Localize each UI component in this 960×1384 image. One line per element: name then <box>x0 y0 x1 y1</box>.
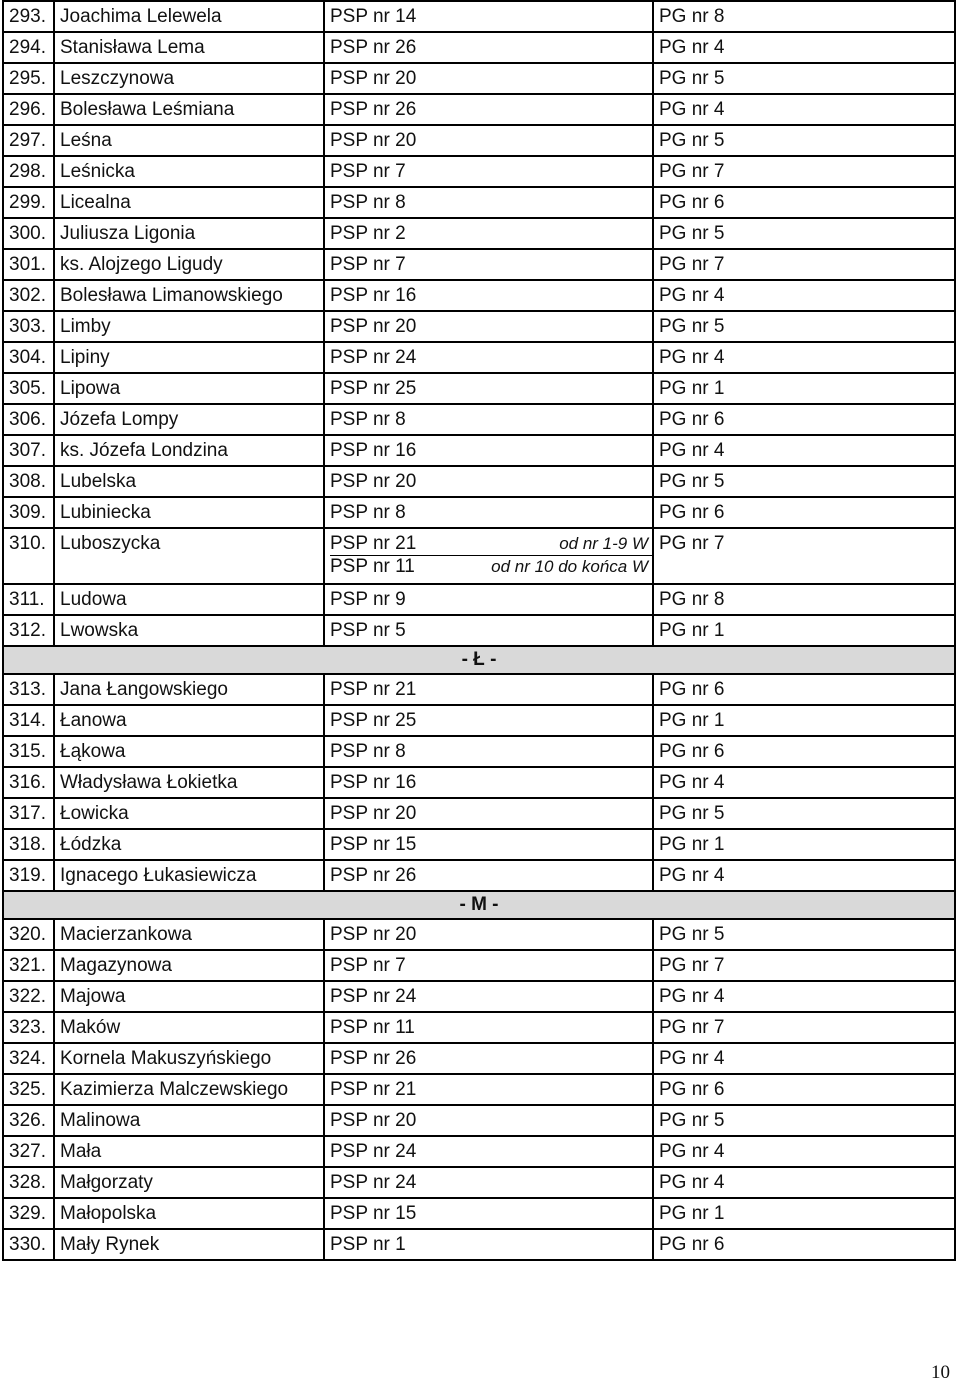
street-name: ks. Józefa Londzina <box>54 435 324 466</box>
street-name: Łowicka <box>54 798 324 829</box>
table-row <box>3 63 955 94</box>
table-row <box>3 1 955 32</box>
street-name: Leśna <box>54 125 324 156</box>
row-number: 301. <box>3 249 54 280</box>
row-number: 310. <box>3 528 54 584</box>
primary-school: PSP nr 24 <box>324 1136 653 1167</box>
street-name: Lwowska <box>54 615 324 646</box>
primary-school: PSP nr 2 <box>324 218 653 249</box>
table-row <box>3 1136 955 1167</box>
street-name: Majowa <box>54 981 324 1012</box>
middle-school: PG nr 8 <box>653 1 955 32</box>
middle-school: PG nr 4 <box>653 280 955 311</box>
row-number: 298. <box>3 156 54 187</box>
middle-school: PG nr 5 <box>653 1105 955 1136</box>
row-number: 323. <box>3 1012 54 1043</box>
row-number: 330. <box>3 1229 54 1260</box>
table-row <box>3 1105 955 1136</box>
table-row <box>3 187 955 218</box>
primary-school: PSP nr 7 <box>324 950 653 981</box>
primary-school: PSP nr 14 <box>324 1 653 32</box>
section-header-row <box>3 646 955 674</box>
row-number: 326. <box>3 1105 54 1136</box>
primary-school: PSP nr 20 <box>324 1105 653 1136</box>
primary-school: PSP nr 8 <box>324 187 653 218</box>
street-name: Józefa Lompy <box>54 404 324 435</box>
row-number: 328. <box>3 1167 54 1198</box>
table-row <box>3 829 955 860</box>
primary-school: PSP nr 25 <box>324 373 653 404</box>
street-name: Juliusza Ligonia <box>54 218 324 249</box>
table-row <box>3 705 955 736</box>
street-name: Malinowa <box>54 1105 324 1136</box>
table-row <box>3 311 955 342</box>
street-name: Mały Rynek <box>54 1229 324 1260</box>
row-number: 318. <box>3 829 54 860</box>
middle-school: PG nr 1 <box>653 1198 955 1229</box>
table-row <box>3 249 955 280</box>
row-number: 303. <box>3 311 54 342</box>
street-name: Kornela Makuszyńskiego <box>54 1043 324 1074</box>
primary-school: PSP nr 24 <box>324 1167 653 1198</box>
street-name: Macierzankowa <box>54 919 324 950</box>
middle-school: PG nr 4 <box>653 767 955 798</box>
middle-school: PG nr 4 <box>653 1167 955 1198</box>
street-name: Małgorzaty <box>54 1167 324 1198</box>
table-row <box>3 981 955 1012</box>
table-row <box>3 1198 955 1229</box>
primary-school: PSP nr 20 <box>324 63 653 94</box>
primary-school: PSP nr 26 <box>324 94 653 125</box>
section-letter: - Ł - <box>3 646 955 674</box>
row-number: 314. <box>3 705 54 736</box>
table-row <box>3 1012 955 1043</box>
street-name: Kazimierza Malczewskiego <box>54 1074 324 1105</box>
row-number: 322. <box>3 981 54 1012</box>
table-row <box>3 528 955 584</box>
row-number: 324. <box>3 1043 54 1074</box>
middle-school: PG nr 5 <box>653 311 955 342</box>
street-name: Leszczynowa <box>54 63 324 94</box>
row-number: 307. <box>3 435 54 466</box>
row-number: 299. <box>3 187 54 218</box>
primary-school: PSP nr 21 <box>324 1074 653 1105</box>
middle-school: PG nr 1 <box>653 615 955 646</box>
row-number: 302. <box>3 280 54 311</box>
primary-school: PSP nr 21 <box>324 674 653 705</box>
street-name: Mała <box>54 1136 324 1167</box>
middle-school: PG nr 5 <box>653 919 955 950</box>
primary-school: PSP nr 8 <box>324 497 653 528</box>
street-name: ks. Alojzego Ligudy <box>54 249 324 280</box>
table-row <box>3 156 955 187</box>
primary-school: PSP nr 7 <box>324 249 653 280</box>
middle-school: PG nr 5 <box>653 125 955 156</box>
street-name: Bolesława Limanowskiego <box>54 280 324 311</box>
middle-school: PG nr 4 <box>653 342 955 373</box>
street-name: Łanowa <box>54 705 324 736</box>
middle-school: PG nr 4 <box>653 981 955 1012</box>
street-name: Lipiny <box>54 342 324 373</box>
row-number: 297. <box>3 125 54 156</box>
middle-school: PG nr 4 <box>653 32 955 63</box>
street-school-table <box>2 0 956 1261</box>
middle-school: PG nr 7 <box>653 156 955 187</box>
street-name: Lubelska <box>54 466 324 497</box>
middle-school: PG nr 5 <box>653 218 955 249</box>
primary-school: PSP nr 20 <box>324 466 653 497</box>
middle-school: PG nr 1 <box>653 373 955 404</box>
primary-school: PSP nr 8 <box>324 736 653 767</box>
middle-school: PG nr 6 <box>653 187 955 218</box>
row-number: 321. <box>3 950 54 981</box>
middle-school: PG nr 4 <box>653 94 955 125</box>
table-row <box>3 342 955 373</box>
middle-school: PG nr 7 <box>653 1012 955 1043</box>
row-number: 304. <box>3 342 54 373</box>
middle-school: PG nr 4 <box>653 860 955 891</box>
street-name: Lipowa <box>54 373 324 404</box>
table-row <box>3 1043 955 1074</box>
primary-school: PSP nr 15 <box>324 829 653 860</box>
street-name: Jana Łangowskiego <box>54 674 324 705</box>
table-row <box>3 736 955 767</box>
row-number: 305. <box>3 373 54 404</box>
table-row <box>3 767 955 798</box>
middle-school: PG nr 7 <box>653 249 955 280</box>
row-number: 315. <box>3 736 54 767</box>
middle-school: PG nr 6 <box>653 404 955 435</box>
row-number: 309. <box>3 497 54 528</box>
street-name: Limby <box>54 311 324 342</box>
row-number: 320. <box>3 919 54 950</box>
table-row <box>3 497 955 528</box>
middle-school: PG nr 5 <box>653 63 955 94</box>
section-header-row <box>3 891 955 919</box>
primary-school: PSP nr 8 <box>324 404 653 435</box>
table-row <box>3 404 955 435</box>
row-number: 329. <box>3 1198 54 1229</box>
row-number: 293. <box>3 1 54 32</box>
table-body <box>3 1 955 1260</box>
address-range-note: od nr 1-9 W <box>559 534 648 553</box>
middle-school: PG nr 8 <box>653 584 955 615</box>
primary-school: PSP nr 26 <box>324 32 653 63</box>
middle-school: PG nr 1 <box>653 829 955 860</box>
section-letter: - M - <box>3 891 955 919</box>
table-row <box>3 218 955 249</box>
street-name: Łąkowa <box>54 736 324 767</box>
row-number: 296. <box>3 94 54 125</box>
street-name: Magazynowa <box>54 950 324 981</box>
street-name: Ignacego Łukasiewicza <box>54 860 324 891</box>
primary-school: PSP nr 9 <box>324 584 653 615</box>
table-row <box>3 1229 955 1260</box>
row-number: 327. <box>3 1136 54 1167</box>
street-name: Joachima Lelewela <box>54 1 324 32</box>
primary-school: PSP nr 16 <box>324 435 653 466</box>
primary-school: PSP nr 20 <box>324 919 653 950</box>
street-name: Luboszycka <box>54 528 324 584</box>
middle-school: PG nr 4 <box>653 1136 955 1167</box>
row-number: 311. <box>3 584 54 615</box>
row-number: 295. <box>3 63 54 94</box>
street-name: Stanisława Lema <box>54 32 324 63</box>
middle-school: PG nr 4 <box>653 435 955 466</box>
table-row <box>3 1074 955 1105</box>
primary-school: PSP nr 25 <box>324 705 653 736</box>
table-row <box>3 435 955 466</box>
street-name: Władysława Łokietka <box>54 767 324 798</box>
row-number: 325. <box>3 1074 54 1105</box>
primary-school: PSP nr 26 <box>324 860 653 891</box>
row-number: 313. <box>3 674 54 705</box>
primary-school: PSP nr 5 <box>324 615 653 646</box>
primary-school-line <box>330 556 652 578</box>
middle-school: PG nr 6 <box>653 674 955 705</box>
middle-school: PG nr 4 <box>653 1043 955 1074</box>
row-number: 306. <box>3 404 54 435</box>
middle-school: PG nr 6 <box>653 736 955 767</box>
primary-school: PSP nr 1 <box>324 1229 653 1260</box>
street-name: Maków <box>54 1012 324 1043</box>
table-row <box>3 584 955 615</box>
table-row <box>3 94 955 125</box>
middle-school: PG nr 1 <box>653 705 955 736</box>
row-number: 316. <box>3 767 54 798</box>
primary-school: PSP nr 20 <box>324 311 653 342</box>
row-number: 312. <box>3 615 54 646</box>
street-name: Bolesława Leśmiana <box>54 94 324 125</box>
primary-school: PSP nr 11 <box>324 1012 653 1043</box>
table-row <box>3 280 955 311</box>
table-row <box>3 919 955 950</box>
table-row <box>3 798 955 829</box>
table-row <box>3 32 955 63</box>
primary-school: PSP nr 20 <box>324 798 653 829</box>
address-range-note: od nr 10 do końca W <box>491 557 648 576</box>
middle-school: PG nr 6 <box>653 1074 955 1105</box>
table-row <box>3 950 955 981</box>
street-name: Licealna <box>54 187 324 218</box>
primary-school: PSP nr 24 <box>324 981 653 1012</box>
primary-school: PSP nr 16 <box>324 280 653 311</box>
row-number: 319. <box>3 860 54 891</box>
row-number: 300. <box>3 218 54 249</box>
primary-school: PSP nr 20 <box>324 125 653 156</box>
row-number: 294. <box>3 32 54 63</box>
middle-school: PG nr 6 <box>653 1229 955 1260</box>
table-row <box>3 1167 955 1198</box>
table-row <box>3 125 955 156</box>
middle-school: PG nr 6 <box>653 497 955 528</box>
street-name: Łódzka <box>54 829 324 860</box>
street-name: Lubiniecka <box>54 497 324 528</box>
row-number: 317. <box>3 798 54 829</box>
table-row <box>3 373 955 404</box>
street-name: Leśnicka <box>54 156 324 187</box>
table-row <box>3 615 955 646</box>
primary-school: PSP nr 15 <box>324 1198 653 1229</box>
street-name: Ludowa <box>54 584 324 615</box>
primary-school: PSP nr 11 <box>330 556 415 577</box>
table-row <box>3 466 955 497</box>
middle-school: PG nr 5 <box>653 798 955 829</box>
primary-school-line <box>330 533 652 556</box>
middle-school: PG nr 7 <box>653 528 955 584</box>
primary-school: PSP nr 16 <box>324 767 653 798</box>
primary-school: PSP nr 21 <box>330 533 417 554</box>
middle-school: PG nr 5 <box>653 466 955 497</box>
primary-school: PSP nr 7 <box>324 156 653 187</box>
table-row <box>3 860 955 891</box>
primary-school-cell <box>324 528 653 584</box>
street-name: Małopolska <box>54 1198 324 1229</box>
primary-school: PSP nr 24 <box>324 342 653 373</box>
page-number: 10 <box>931 1362 950 1383</box>
primary-school: PSP nr 26 <box>324 1043 653 1074</box>
row-number: 308. <box>3 466 54 497</box>
table-row <box>3 674 955 705</box>
middle-school: PG nr 7 <box>653 950 955 981</box>
